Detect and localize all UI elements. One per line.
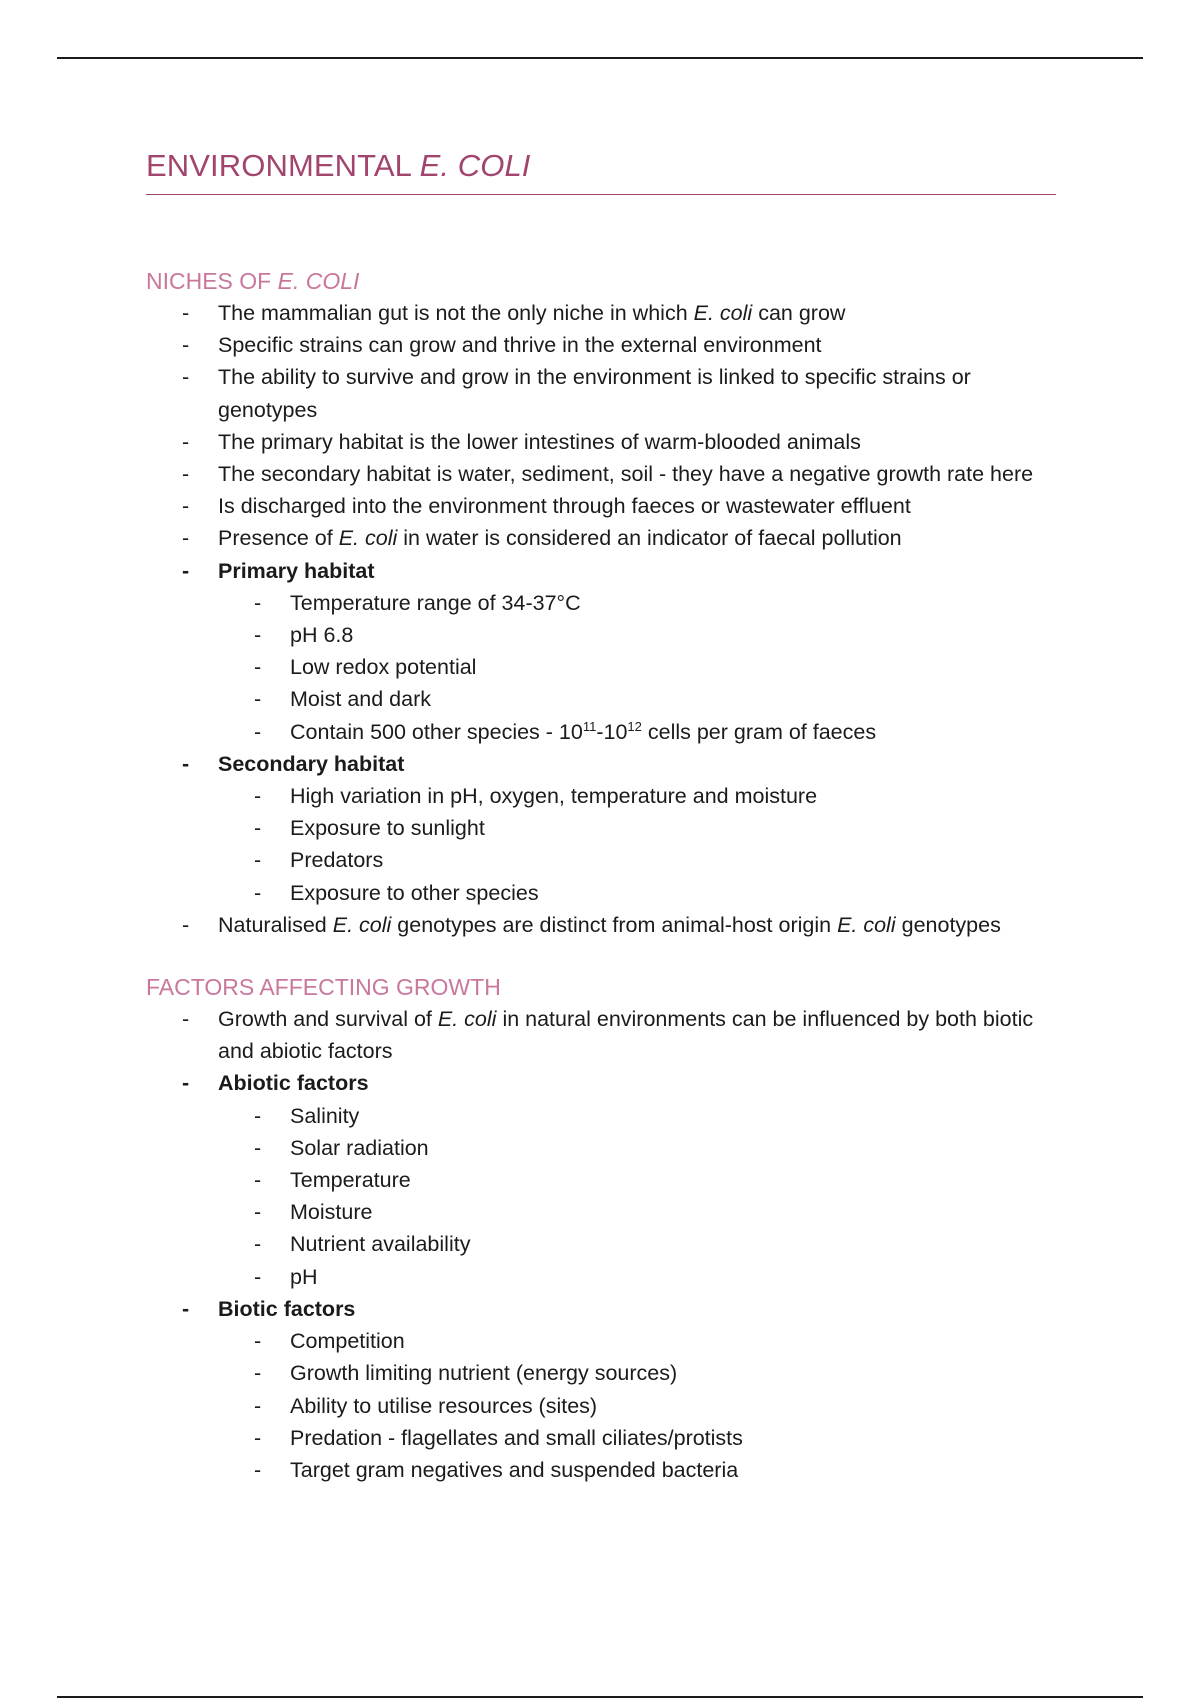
sub-list-item: - Solar radiation bbox=[218, 1132, 1056, 1164]
niches-heading-italic: E. COLI bbox=[277, 268, 360, 294]
sub-list-item: - Exposure to other species bbox=[218, 877, 1056, 909]
primary-habitat-item bbox=[146, 555, 1056, 748]
sub-list-item: - Growth limiting nutrient (energy sources) bbox=[218, 1357, 1056, 1389]
text: genotypes are distinct from animal-host origin bbox=[397, 912, 832, 937]
page-title-italic: E. COLI bbox=[419, 148, 531, 183]
list-item: - Specific strains can grow and thrive in the external environment bbox=[146, 329, 1056, 361]
list-item bbox=[146, 909, 1056, 941]
secondary-habitat-item bbox=[146, 748, 1056, 909]
list-item: - The ability to survive and grow in the environment is linked to specific strains or genotypes bbox=[146, 361, 1056, 425]
text: Naturalised bbox=[218, 912, 327, 937]
exponent: 12 bbox=[627, 718, 642, 734]
top-rule bbox=[57, 57, 1143, 59]
sub-list-item: - Temperature range of 34-37°C bbox=[218, 587, 1056, 619]
list-item bbox=[146, 522, 1056, 554]
factors-list bbox=[146, 1003, 1056, 1486]
species-name: E. coli bbox=[437, 1007, 497, 1032]
species-name: E. coli bbox=[332, 912, 392, 937]
page-title bbox=[146, 146, 1056, 195]
list-item bbox=[146, 297, 1056, 329]
sub-list-item: - Ability to utilise resources (sites) bbox=[218, 1390, 1056, 1422]
list-item: - The secondary habitat is water, sediment, soil - they have a negative growth rate here bbox=[146, 458, 1056, 490]
exponent: 11 bbox=[582, 718, 597, 734]
biotic-factors-sublist bbox=[218, 1325, 1056, 1486]
primary-habitat-sublist bbox=[218, 587, 1056, 748]
biotic-factors-label: Biotic factors bbox=[218, 1296, 356, 1321]
niches-list bbox=[146, 297, 1056, 941]
list-item bbox=[146, 1003, 1056, 1067]
sub-list-item: - Salinity bbox=[218, 1100, 1056, 1132]
bottom-rule bbox=[57, 1696, 1143, 1698]
text: Presence of bbox=[218, 526, 333, 551]
text: Growth and survival of bbox=[218, 1007, 432, 1032]
sub-list-item: - Predators bbox=[218, 844, 1056, 876]
sub-list-item: - Moist and dark bbox=[218, 683, 1056, 715]
sub-list-item: - Low redox potential bbox=[218, 651, 1056, 683]
abiotic-factors-item bbox=[146, 1067, 1056, 1292]
abiotic-factors-label: Abiotic factors bbox=[218, 1071, 369, 1096]
sub-list-item: - pH bbox=[218, 1261, 1056, 1293]
page-body bbox=[146, 146, 1056, 1486]
niches-heading-text: NICHES OF bbox=[146, 268, 272, 294]
sub-list-item: - Target gram negatives and suspended bacteria bbox=[218, 1454, 1056, 1486]
species-name: E. coli bbox=[837, 912, 896, 937]
text: genotypes bbox=[901, 912, 1001, 937]
biotic-factors-item bbox=[146, 1293, 1056, 1486]
text: -10 bbox=[596, 719, 628, 744]
species-name: E. coli bbox=[338, 526, 398, 551]
text: in water is considered an indicator of faecal pollution bbox=[403, 526, 902, 551]
text: can grow bbox=[758, 301, 846, 325]
sub-list-item: - pH 6.8 bbox=[218, 619, 1056, 651]
sub-list-item: - Exposure to sunlight bbox=[218, 812, 1056, 844]
text: Contain 500 other species - 10 bbox=[290, 719, 583, 744]
section-heading-niches bbox=[146, 265, 1056, 297]
sub-list-item: - Moisture bbox=[218, 1196, 1056, 1228]
sub-list-item: - High variation in pH, oxygen, temperature and moisture bbox=[218, 780, 1056, 812]
list-item: - The primary habitat is the lower intestines of warm-blooded animals bbox=[146, 426, 1056, 458]
sub-list-item: - Competition bbox=[218, 1325, 1056, 1357]
text: cells per gram of faeces bbox=[647, 719, 877, 744]
sub-list-item: - Nutrient availability bbox=[218, 1228, 1056, 1260]
text: The mammalian gut is not the only niche in which bbox=[218, 301, 688, 325]
secondary-habitat-label: Secondary habitat bbox=[218, 751, 405, 776]
primary-habitat-label: Primary habitat bbox=[218, 558, 375, 583]
species-name: E. coli bbox=[693, 301, 753, 325]
secondary-habitat-sublist bbox=[218, 780, 1056, 909]
sub-list-item: - Predation - flagellates and small ciliates/protists bbox=[218, 1422, 1056, 1454]
text: in natural environments can be influenced by both biotic and abiotic factors bbox=[218, 1007, 1034, 1064]
sub-list-item: - Temperature bbox=[218, 1164, 1056, 1196]
sub-list-item bbox=[218, 716, 1056, 748]
abiotic-factors-sublist bbox=[218, 1100, 1056, 1293]
section-heading-factors: FACTORS AFFECTING GROWTH bbox=[146, 974, 501, 1001]
page-title-text: ENVIRONMENTAL bbox=[146, 148, 411, 183]
list-item: - Is discharged into the environment through faeces or wastewater effluent bbox=[146, 490, 1056, 522]
